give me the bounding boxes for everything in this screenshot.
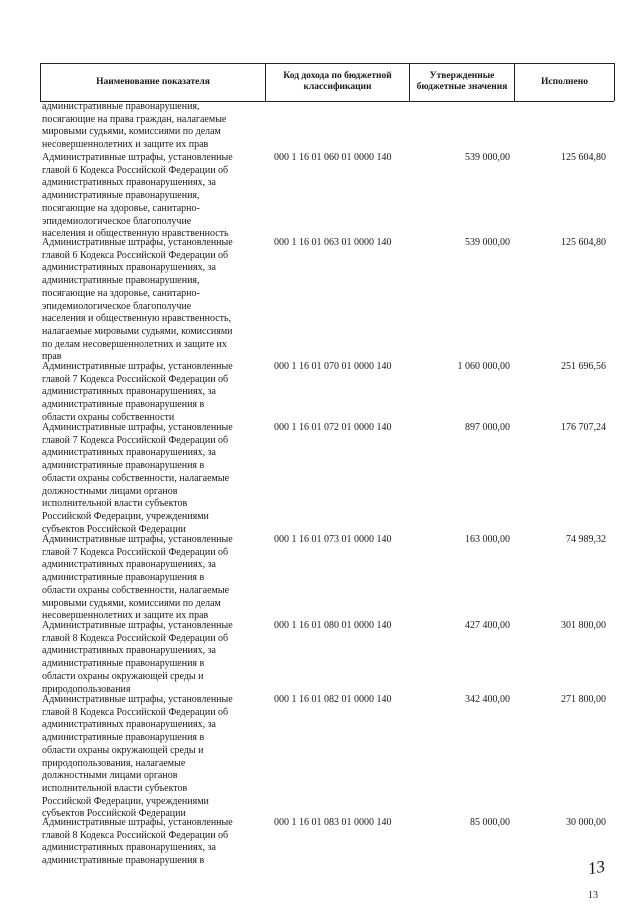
header-budget-code-text: Код дохода по бюджетной классификации xyxy=(283,71,392,92)
budget-code: 000 1 16 01 072 01 0000 140 xyxy=(274,422,392,433)
indicator-name: Административные штрафы, установленные главой 6 Кодекса Российской Федерации об административных правонарушениях, за административные правонарушения, посягающие на здоровье, санитарно- эпидемиологическое благополучие населения и общественную нравственность xyxy=(42,152,233,240)
budget-code: 000 1 16 01 080 01 0000 140 xyxy=(274,620,392,631)
header-indicator-name xyxy=(41,64,265,100)
approved-value: 85 000,00 xyxy=(470,817,510,828)
header-approved-values xyxy=(410,64,514,100)
approved-value: 897 000,00 xyxy=(465,422,510,433)
executed-value: 125 604,80 xyxy=(561,237,606,248)
page-number: 13 xyxy=(588,890,598,901)
header-executed-text: Исполнено xyxy=(541,76,588,87)
header-indicator-name-text: Наименование показателя xyxy=(96,76,210,87)
indicator-name: Административные штрафы, установленные главой 6 Кодекса Российской Федерации об административных правонарушениях, за административные правонарушения, посягающие на здоровье, санитарно- эпидемиологическое благополучие населения и общественную нравственность, налагаемые мировыми судьями, комиссиями по делам несовершеннолетних и защите их прав xyxy=(42,237,233,363)
budget-code: 000 1 16 01 073 01 0000 140 xyxy=(274,534,392,545)
approved-value: 539 000,00 xyxy=(465,237,510,248)
executed-value: 251 696,56 xyxy=(561,361,606,372)
table-header-divider xyxy=(614,63,615,101)
budget-code: 000 1 16 01 083 01 0000 140 xyxy=(274,817,392,828)
header-executed xyxy=(515,64,614,100)
indicator-name: Административные штрафы, установленные главой 7 Кодекса Российской Федерации об административных правонарушениях, за административные правонарушения в области охраны собственности xyxy=(42,361,233,423)
indicator-name: административные правонарушения, посягающие на права граждан, налагаемые мировыми судьями, комиссиями по делам несовершеннолетних и защите их прав xyxy=(42,101,227,151)
budget-code: 000 1 16 01 082 01 0000 140 xyxy=(274,694,392,705)
executed-value: 271 800,00 xyxy=(561,694,606,705)
indicator-name: Административные штрафы, установленные главой 8 Кодекса Российской Федерации об административных правонарушениях, за административные правонарушения в xyxy=(42,817,233,867)
indicator-name: Административные штрафы, установленные главой 8 Кодекса Российской Федерации об административных правонарушениях, за административные правонарушения в области охраны окружающей среды и природопользования, налагаемые должностными лицами органов исполнительной власти субъектов Российской Федерации, учреждениями субъектов Российской Федерации xyxy=(42,694,233,820)
approved-value: 1 060 000,00 xyxy=(457,361,510,372)
header-approved-values-text: Утвержденные бюджетные значения xyxy=(416,71,508,92)
executed-value: 74 989,32 xyxy=(566,534,606,545)
indicator-name: Административные штрафы, установленные главой 8 Кодекса Российской Федерации об административных правонарушениях, за административные правонарушения в области охраны окружающей среды и природопользования xyxy=(42,620,233,695)
indicator-name: Административные штрафы, установленные главой 7 Кодекса Российской Федерации об административных правонарушениях, за административные правонарушения в области охраны собственности, налагаемые мировыми судьями, комиссиями по делам несовершеннолетних и защите их прав xyxy=(42,534,233,622)
executed-value: 30 000,00 xyxy=(566,817,606,828)
approved-value: 163 000,00 xyxy=(465,534,510,545)
executed-value: 125 604,80 xyxy=(561,152,606,163)
handwritten-page-mark: 13 xyxy=(586,856,607,879)
executed-value: 176 707,24 xyxy=(561,422,606,433)
budget-code: 000 1 16 01 070 01 0000 140 xyxy=(274,361,392,372)
header-budget-code xyxy=(266,64,409,100)
indicator-name: Административные штрафы, установленные главой 7 Кодекса Российской Федерации об административных правонарушениях, за административные правонарушения в области охраны собственности, налагаемые должностными лицами органов исполнительной власти субъектов Российской Федерации, учреждениями субъектов Российской Федерации xyxy=(42,422,233,535)
approved-value: 342 400,00 xyxy=(465,694,510,705)
budget-code: 000 1 16 01 060 01 0000 140 xyxy=(274,152,392,163)
executed-value: 301 800,00 xyxy=(561,620,606,631)
budget-code: 000 1 16 01 063 01 0000 140 xyxy=(274,237,392,248)
approved-value: 539 000,00 xyxy=(465,152,510,163)
approved-value: 427 400,00 xyxy=(465,620,510,631)
